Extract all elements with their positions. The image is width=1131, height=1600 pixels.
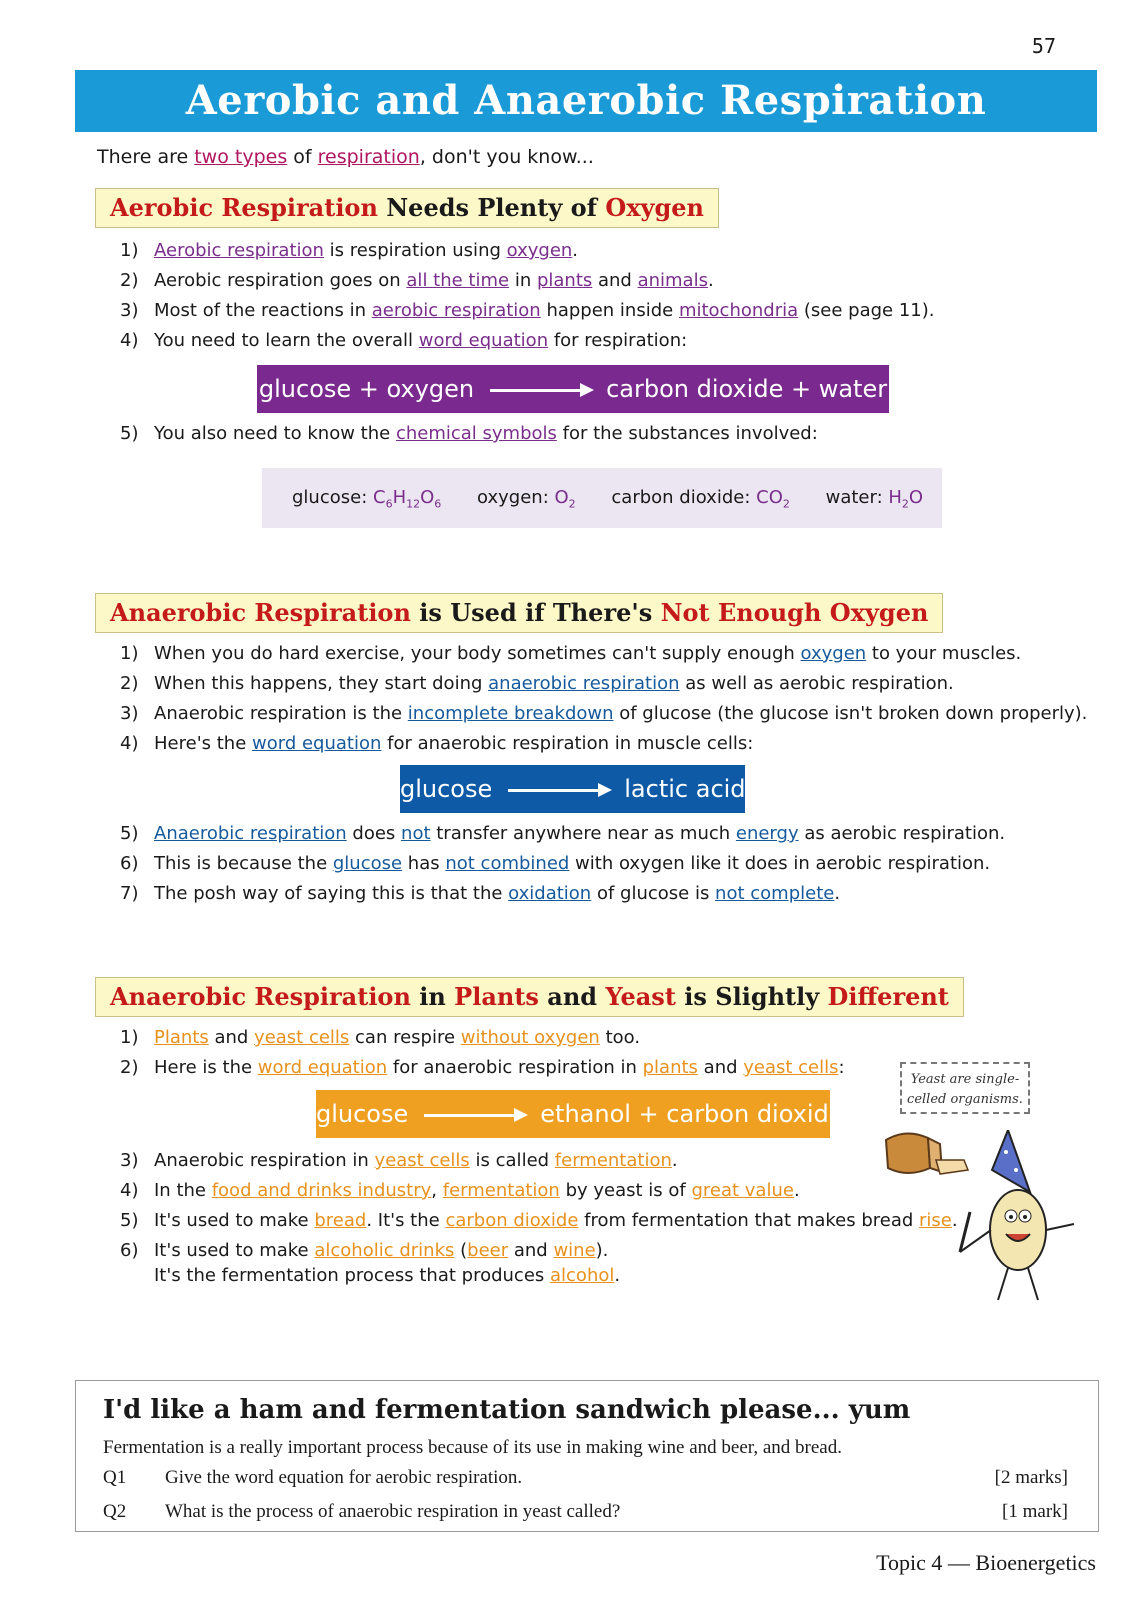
list-item-text: too. <box>599 1027 641 1048</box>
list-item-text: . <box>834 883 841 904</box>
list-item <box>120 1265 620 1286</box>
list-item-number: 4) <box>120 733 139 754</box>
keyword: alcoholic drinks <box>314 1240 455 1261</box>
list-item-text: This is because the <box>154 853 333 874</box>
list-item-text: for anaerobic respiration in muscle cells: <box>381 733 754 754</box>
list-item-text: has <box>402 853 446 874</box>
list-item-text: transfer anywhere near as much <box>430 823 736 844</box>
list-item-number: 5) <box>120 823 139 844</box>
wizard-icon <box>960 1130 1074 1300</box>
list-item <box>120 1027 640 1048</box>
list-item-text: It's used to make <box>154 1240 315 1261</box>
aerobic-list <box>120 240 1020 360</box>
list-item-number: 3) <box>120 300 139 321</box>
keyword: fermentation <box>442 1180 560 1201</box>
keyword: word equation <box>252 733 382 754</box>
list-item <box>120 733 753 754</box>
list-item-number: 4) <box>120 330 139 351</box>
anaerobic-list-continued <box>120 823 1080 913</box>
list-item-text: You need to learn the overall <box>154 330 419 351</box>
list-item-number: 2) <box>120 270 139 291</box>
keyword: energy <box>735 823 799 844</box>
list-item <box>120 1180 800 1201</box>
section-heading-plants-yeast: Anaerobic Respiration in Plants and Yeast is Slightly Different <box>95 977 964 1017</box>
keyword: aerobic respiration <box>371 300 541 321</box>
questions-intro: Fermentation is a really important process because of its use in making wine and beer, and bread. <box>103 1437 842 1458</box>
question-1: Q1 Give the word equation for aerobic respiration. <box>103 1467 523 1488</box>
list-item-text: , <box>431 1180 443 1201</box>
list-item-text: to your muscles. <box>866 643 1022 664</box>
list-item-text: is respiration using <box>323 240 507 261</box>
list-item <box>120 1150 678 1171</box>
keyword: without oxygen <box>460 1027 600 1048</box>
list-item-text: ( <box>454 1240 468 1261</box>
list-item-text: When you do hard exercise, your body sometimes can't supply enough <box>154 643 801 664</box>
wizard-bread-illustration <box>878 1130 1078 1310</box>
page-number: 57 <box>1031 34 1056 58</box>
keyword: bread <box>314 1210 367 1231</box>
list-item-text: ). <box>595 1240 609 1261</box>
list-item-text: does <box>346 823 402 844</box>
list-item <box>120 883 840 904</box>
list-item-text: is called <box>469 1150 555 1171</box>
list-item-text: . <box>614 1265 621 1286</box>
aerobic-list-item-5 <box>120 423 1020 453</box>
keyword: carbon dioxide <box>445 1210 579 1231</box>
list-item-text: Here is the <box>154 1057 258 1078</box>
list-item-number: 1) <box>120 1027 139 1048</box>
questions-title: I'd like a ham and fermentation sandwich please... yum <box>103 1395 911 1425</box>
list-item-text: Aerobic respiration goes on <box>154 270 407 291</box>
list-item <box>120 673 954 694</box>
questions-box <box>75 1380 1099 1532</box>
list-item-text: The posh way of saying this is that the <box>154 883 509 904</box>
keyword: oxidation <box>508 883 592 904</box>
question-2: Q2 What is the process of anaerobic respiration in yeast called? <box>103 1501 621 1522</box>
arrow-icon <box>508 789 608 792</box>
keyword: all the time <box>406 270 510 291</box>
section-heading-aerobic: Aerobic Respiration Needs Plenty of Oxygen <box>95 188 719 228</box>
list-item <box>120 270 714 291</box>
list-item-text: It's used to make <box>154 1210 315 1231</box>
list-item-number: 1) <box>120 643 139 664</box>
list-item-text: in <box>509 270 537 291</box>
list-item-text: for respiration: <box>548 330 688 351</box>
list-item <box>120 643 1021 664</box>
yeast-word-equation: glucose ethanol + carbon dioxide <box>316 1090 830 1138</box>
keyword: incomplete breakdown <box>407 703 614 724</box>
keyword: not combined <box>445 853 570 874</box>
bread-icon <box>886 1133 968 1174</box>
keyword: Aerobic respiration <box>154 240 324 261</box>
list-item-text: In the <box>154 1180 212 1201</box>
list-item-text: of glucose is <box>591 883 716 904</box>
keyword: plants <box>642 1057 698 1078</box>
list-item-text: and <box>208 1027 255 1048</box>
list-item-text: and <box>592 270 638 291</box>
list-item-text: Most of the reactions in <box>154 300 372 321</box>
list-item-text: . It's the <box>366 1210 446 1231</box>
list-item <box>120 300 934 321</box>
list-item-text: and <box>508 1240 554 1261</box>
keyword: Anaerobic respiration <box>154 823 347 844</box>
arrow-icon <box>424 1114 524 1117</box>
list-item-number: 6) <box>120 853 139 874</box>
list-item <box>120 1240 608 1261</box>
list-item <box>120 1210 958 1231</box>
list-item-number: 4) <box>120 1180 139 1201</box>
list-item-text: . <box>671 1150 678 1171</box>
keyword: plants <box>536 270 593 291</box>
list-item-text: (see page 11). <box>798 300 935 321</box>
keyword: word equation <box>418 330 549 351</box>
yeast-note: Yeast are single- celled organisms. <box>890 1052 1040 1124</box>
keyword: alcohol <box>550 1265 615 1286</box>
keyword: not <box>401 823 431 844</box>
arrow-icon <box>490 389 590 392</box>
list-item-text: as well as aerobic respiration. <box>679 673 954 694</box>
keyword: yeast cells <box>254 1027 350 1048</box>
keyword: oxygen <box>800 643 867 664</box>
keyword: word equation <box>257 1057 388 1078</box>
list-item-text: You also need to know the <box>154 423 396 444</box>
list-item-number: 3) <box>120 703 139 724</box>
list-item-text: Anaerobic respiration is the <box>154 703 408 724</box>
chemical-symbols-box: glucose: $C_6H_{12}O_6$ oxygen: $O_2$ carbon dioxide: $CO_2$ water: $H_2O$ <box>262 468 942 528</box>
list-item-text: : <box>838 1057 845 1078</box>
keyword: beer <box>467 1240 509 1261</box>
list-item-text: for the substances involved: <box>556 423 818 444</box>
list-item-text: Anaerobic respiration in <box>154 1150 375 1171</box>
keyword: chemical symbols <box>395 423 557 444</box>
keyword: oxygen <box>506 240 573 261</box>
list-item-number: 5) <box>120 423 139 444</box>
list-item-text: from fermentation that makes bread <box>578 1210 920 1231</box>
aerobic-word-equation: glucose + oxygen carbon dioxide + water <box>257 365 889 413</box>
list-item <box>120 240 578 261</box>
list-item <box>120 423 818 444</box>
list-item-number: 2) <box>120 1057 139 1078</box>
list-item-text: as aerobic respiration. <box>798 823 1006 844</box>
list-item <box>120 853 990 874</box>
keyword: mitochondria <box>678 300 799 321</box>
keyword: glucose <box>332 853 403 874</box>
question-1-marks: [2 marks] <box>994 1467 1068 1488</box>
footer-topic: Topic 4 — Bioenergetics <box>876 1550 1096 1575</box>
intro-text: There are two types of respiration, don't you know... <box>97 146 594 168</box>
list-item-text: Here's the <box>154 733 252 754</box>
keyword: not complete <box>715 883 835 904</box>
question-2-marks: [1 mark] <box>1002 1501 1068 1522</box>
keyword: yeast cells <box>374 1150 470 1171</box>
fermentation-list <box>120 1150 960 1290</box>
list-item-text: can respire <box>349 1027 461 1048</box>
plants-yeast-list <box>120 1027 880 1087</box>
list-item-number: 2) <box>120 673 139 694</box>
page-title: Aerobic and Anaerobic Respiration <box>75 70 1097 132</box>
keyword: fermentation <box>554 1150 672 1171</box>
keyword: anaerobic respiration <box>488 673 680 694</box>
keyword: food and drinks industry <box>211 1180 432 1201</box>
list-item-number: 5) <box>120 1210 139 1231</box>
list-item <box>120 703 1087 724</box>
anaerobic-list <box>120 643 1088 763</box>
keyword: yeast cells <box>743 1057 839 1078</box>
list-item-text: for anaerobic respiration in <box>387 1057 643 1078</box>
list-item-text: and <box>697 1057 744 1078</box>
list-item-text: It's the fermentation process that produces <box>154 1265 550 1286</box>
list-item <box>120 330 687 351</box>
keyword: animals <box>637 270 708 291</box>
keyword: Plants <box>154 1027 209 1048</box>
list-item-text: by yeast is of <box>559 1180 692 1201</box>
list-item-text: happen inside <box>540 300 679 321</box>
list-item-text: . <box>793 1180 800 1201</box>
list-item-number: 6) <box>120 1240 139 1261</box>
list-item-text: of glucose (the glucose isn't broken down properly). <box>613 703 1088 724</box>
list-item-number: 1) <box>120 240 139 261</box>
list-item-number: 7) <box>120 883 139 904</box>
keyword: rise <box>919 1210 952 1231</box>
list-item-text: . <box>951 1210 958 1231</box>
list-item-text: . <box>572 240 579 261</box>
list-item-text: . <box>707 270 714 291</box>
list-item-text: with oxygen like it does in aerobic respiration. <box>569 853 991 874</box>
anaerobic-muscle-equation: glucose lactic acid <box>400 765 745 813</box>
section-heading-anaerobic: Anaerobic Respiration is Used if There's Not Enough Oxygen <box>95 593 943 633</box>
keyword: great value <box>691 1180 794 1201</box>
list-item <box>120 1057 845 1078</box>
list-item <box>120 823 1005 844</box>
keyword: wine <box>553 1240 596 1261</box>
list-item-number: 3) <box>120 1150 139 1171</box>
list-item-text: When this happens, they start doing <box>154 673 489 694</box>
